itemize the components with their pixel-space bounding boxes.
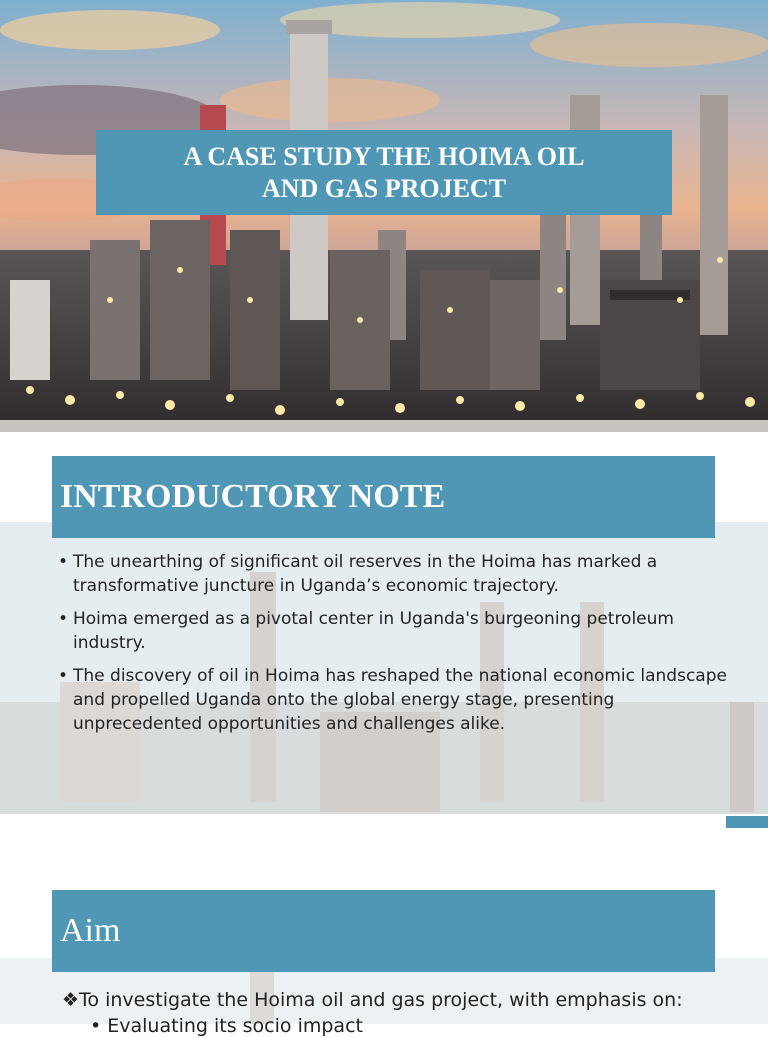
- aim-header-bar: [52, 890, 715, 972]
- bullet-icon: •: [58, 552, 69, 572]
- aim-slide: [0, 858, 768, 1037]
- title-slide: [0, 0, 768, 432]
- corner-accent: [726, 816, 768, 828]
- aim-text: To investigate the Hoima oil and gas project, with emphasis on:: [79, 989, 683, 1011]
- list-item: [58, 550, 728, 598]
- list-item: [58, 664, 728, 736]
- bullet-icon: •: [58, 666, 69, 686]
- aim-heading: Aim: [60, 912, 121, 949]
- bullet-icon: •: [90, 1015, 102, 1037]
- intro-header-bar: [52, 456, 715, 538]
- refinery-image: [0, 0, 768, 432]
- bullet-icon: •: [58, 609, 69, 629]
- bullet-text: The discovery of oil in Hoima has reshaped the national economic landscape and propelled Uganda onto the global energy stage, presenting unprecedented opportunities and challenges alike.: [73, 666, 727, 734]
- aim-statement: [62, 988, 683, 1012]
- intro-slide: [0, 432, 768, 814]
- intro-heading: INTRODUCTORY NOTE: [60, 478, 446, 515]
- diamond-bullet-icon: ❖: [62, 989, 80, 1011]
- bullet-text: The unearthing of significant oil reserves in the Hoima has marked a transformative juncture in Uganda’s economic trajectory.: [73, 552, 658, 596]
- intro-bullet-list: [58, 550, 728, 745]
- list-item: [58, 607, 728, 655]
- presentation-title: A CASE STUDY THE HOIMA OIL AND GAS PROJECT: [183, 141, 585, 203]
- aim-sub-item: [90, 1014, 363, 1038]
- aim-sub-text: Evaluating its socio impact: [107, 1015, 363, 1037]
- title-banner: [96, 130, 672, 215]
- bullet-text: Hoima emerged as a pivotal center in Uganda's burgeoning petroleum industry.: [73, 609, 674, 653]
